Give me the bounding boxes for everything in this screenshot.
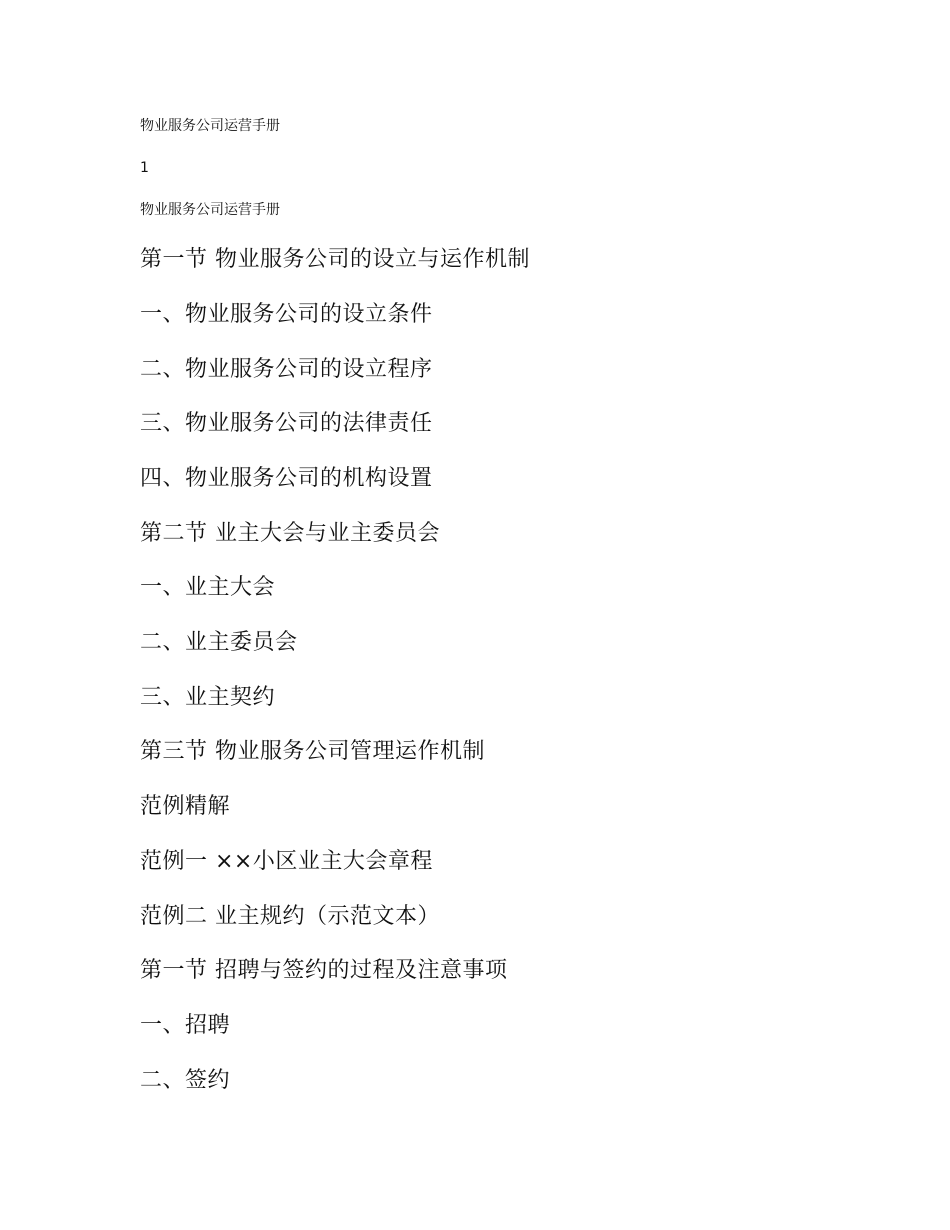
toc-section-heading: 第二节 业主大会与业主委员会 bbox=[140, 521, 440, 546]
toc-item: 范例二 业主规约（示范文本） bbox=[140, 904, 440, 929]
toc-item: 二、物业服务公司的设立程序 bbox=[140, 357, 433, 382]
toc-item: 四、物业服务公司的机构设置 bbox=[140, 466, 433, 491]
toc-item: 一、业主大会 bbox=[140, 575, 276, 600]
toc-item: 一、物业服务公司的设立条件 bbox=[140, 302, 433, 327]
toc-item: 三、业主契约 bbox=[140, 685, 276, 710]
document-title: 物业服务公司运营手册 bbox=[140, 202, 280, 218]
toc-item: 范例精解 bbox=[140, 794, 231, 819]
toc-item: 范例一 ××小区业主大会章程 bbox=[140, 849, 433, 874]
header-title: 物业服务公司运营手册 bbox=[140, 118, 280, 134]
toc-item: 二、业主委员会 bbox=[140, 630, 298, 655]
toc-section-heading: 第一节 物业服务公司的设立与运作机制 bbox=[140, 247, 530, 272]
toc-item: 三、物业服务公司的法律责任 bbox=[140, 411, 433, 436]
toc-section-heading: 第三节 物业服务公司管理运作机制 bbox=[140, 739, 485, 764]
toc-section-heading: 第一节 招聘与签约的过程及注意事项 bbox=[140, 958, 508, 983]
toc-item: 一、招聘 bbox=[140, 1013, 231, 1038]
toc-item: 二、签约 bbox=[140, 1068, 231, 1093]
page-number: 1 bbox=[140, 160, 149, 176]
